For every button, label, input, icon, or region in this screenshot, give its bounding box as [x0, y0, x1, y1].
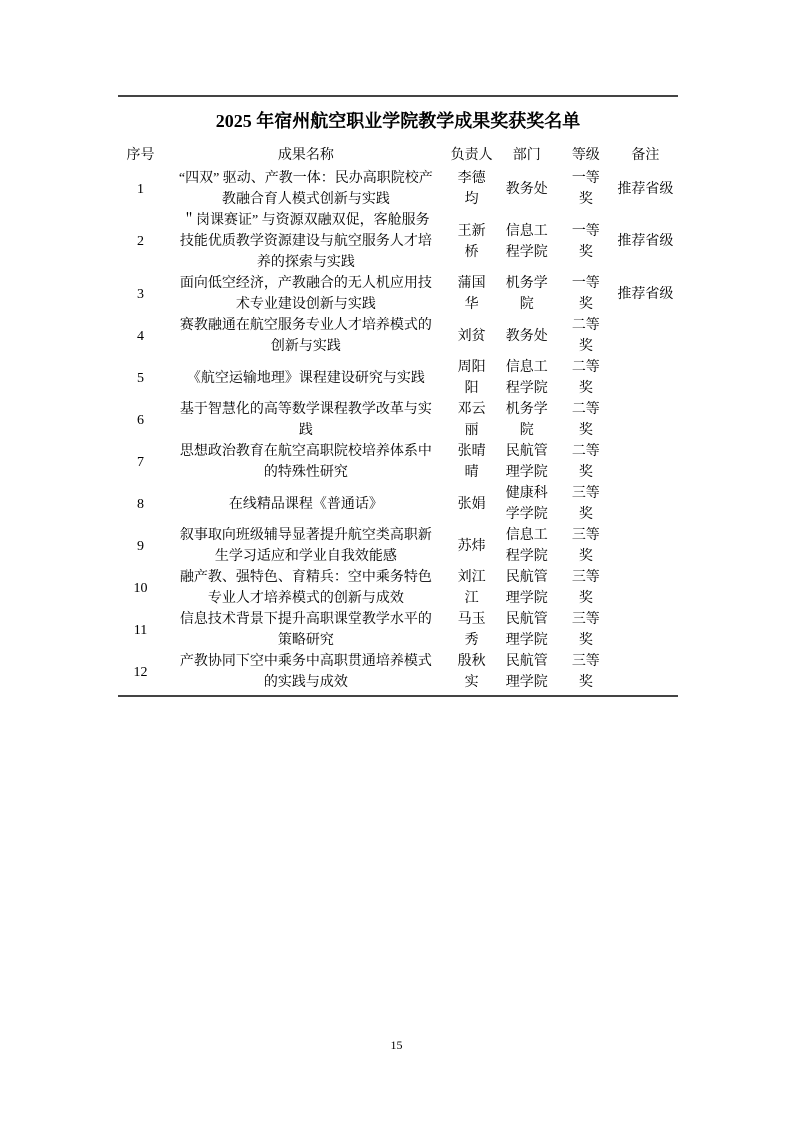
- row-person-in-charge: 蒲国华: [457, 276, 486, 312]
- row-person-in-charge: 李德均: [457, 171, 486, 207]
- row-person-in-charge: 殷秋实: [457, 654, 486, 690]
- row-grade: 一等奖: [571, 171, 600, 207]
- row-achievement-name: 《航空运输地理》课程建设研究与实践: [186, 370, 425, 386]
- row-remark: 推荐省级: [617, 234, 674, 249]
- row-department: 民航管理学院: [505, 654, 548, 690]
- top-rule: [118, 95, 678, 97]
- row-grade: 一等奖: [571, 223, 600, 260]
- row-department: 民航管理学院: [505, 444, 548, 480]
- row-grade: 二等奖: [571, 360, 600, 396]
- row-remark: [613, 399, 678, 441]
- row-person-in-charge: 马玉秀: [457, 612, 486, 648]
- table-body: [118, 168, 678, 693]
- row-department: 信息工程学院: [505, 360, 548, 396]
- table-row: [118, 609, 678, 651]
- row-serial-number: 6: [137, 412, 145, 428]
- table-row: [118, 357, 678, 399]
- row-serial-number: 9: [137, 538, 145, 554]
- row-remark: [613, 483, 678, 525]
- header-department: 部门: [512, 148, 541, 163]
- row-serial-number: 11: [133, 622, 148, 638]
- row-achievement-name: 赛教融通在航空服务专业人才培养模式的创新与实践: [179, 318, 432, 354]
- row-grade: 三等奖: [571, 612, 600, 648]
- row-serial-number: 2: [137, 234, 145, 249]
- bottom-rule: [118, 695, 678, 697]
- row-serial-number: 7: [137, 454, 145, 470]
- row-department: 民航管理学院: [505, 570, 548, 606]
- table-row: [118, 168, 678, 210]
- row-achievement-name: 思想政治教育在航空高职院校培养体系中的特殊性研究: [179, 444, 432, 480]
- row-person-in-charge: 王新桥: [457, 223, 486, 260]
- row-achievement-name: ＂岗课赛证” 与资源双融双促，客舱服务技能优质教学资源建设与航空服务人才培养的探索与实践: [179, 213, 432, 270]
- table-row: [118, 525, 678, 567]
- row-achievement-name: 基于智慧化的高等数学课程教学改革与实践: [179, 402, 432, 438]
- row-achievement-name: 面向低空经济，产教融合的无人机应用技术专业建设创新与实践: [179, 276, 432, 312]
- row-department: 信息工程学院: [505, 223, 548, 260]
- header-remark: 备注: [631, 148, 660, 163]
- row-department: 教务处: [505, 328, 548, 344]
- document-title: 2025 年宿州航空职业学院教学成果奖获奖名单: [215, 111, 581, 131]
- row-achievement-name: 在线精品课程《普通话》: [228, 496, 383, 512]
- table-row: [118, 210, 678, 273]
- header-person-in-charge: 负责人: [450, 148, 493, 163]
- row-achievement-name: 信息技术背景下提升高职课堂教学水平的策略研究: [179, 612, 432, 648]
- row-remark: [613, 651, 678, 693]
- row-grade: 三等奖: [571, 570, 600, 606]
- row-person-in-charge: 苏炜: [457, 538, 486, 554]
- row-serial-number: 8: [137, 496, 145, 512]
- row-remark: [613, 525, 678, 567]
- row-remark: [613, 315, 678, 357]
- row-serial-number: 4: [137, 328, 145, 344]
- table-header-row: [118, 143, 678, 168]
- row-department: 信息工程学院: [505, 528, 548, 564]
- table-row: [118, 651, 678, 693]
- row-serial-number: 10: [133, 580, 148, 596]
- table-row: [118, 483, 678, 525]
- row-grade: 一等奖: [571, 276, 600, 312]
- header-achievement-name: 成果名称: [277, 148, 334, 163]
- page-number: 15: [390, 1038, 403, 1052]
- table-row: [118, 273, 678, 315]
- row-remark: [613, 357, 678, 399]
- row-person-in-charge: 张娟: [457, 496, 486, 512]
- row-remark: [613, 567, 678, 609]
- row-remark: 推荐省级: [617, 286, 674, 302]
- row-person-in-charge: 刘江江: [457, 570, 486, 606]
- header-grade: 等级: [571, 148, 600, 163]
- table-row: [118, 441, 678, 483]
- table-row: [118, 315, 678, 357]
- table-row: [118, 567, 678, 609]
- row-department: 健康科学学院: [505, 486, 548, 522]
- row-department: 民航管理学院: [505, 612, 548, 648]
- row-department: 机务学院: [505, 402, 548, 438]
- row-remark: [613, 609, 678, 651]
- row-serial-number: 1: [137, 181, 145, 197]
- row-remark: 推荐省级: [617, 181, 674, 197]
- row-remark: [613, 441, 678, 483]
- row-person-in-charge: 刘贫: [457, 328, 486, 344]
- row-person-in-charge: 邓云丽: [457, 402, 486, 438]
- row-person-in-charge: 张晴晴: [457, 444, 486, 480]
- row-achievement-name: 叙事取向班级辅导显著提升航空类高职新生学习适应和学业自我效能感: [179, 528, 432, 564]
- row-person-in-charge: 周阳阳: [457, 360, 486, 396]
- row-serial-number: 5: [137, 370, 145, 386]
- row-grade: 三等奖: [571, 654, 600, 690]
- row-grade: 二等奖: [571, 318, 600, 354]
- row-grade: 二等奖: [571, 444, 600, 480]
- row-grade: 二等奖: [571, 402, 600, 438]
- row-achievement-name: 产教协同下空中乘务中高职贯通培养模式的实践与成效: [179, 654, 432, 690]
- row-department: 教务处: [505, 181, 548, 197]
- row-serial-number: 3: [137, 286, 145, 302]
- row-grade: 三等奖: [571, 528, 600, 564]
- document-content: [118, 95, 678, 697]
- row-achievement-name: “四双” 驱动、产教一体：民办高职院校产教融合育人模式创新与实践: [178, 171, 433, 207]
- row-department: 机务学院: [505, 276, 548, 312]
- header-serial-number: 序号: [126, 148, 155, 163]
- row-achievement-name: 融产教、强特色、育精兵：空中乘务特色专业人才培养模式的创新与成效: [179, 570, 432, 606]
- table-row: [118, 399, 678, 441]
- row-grade: 三等奖: [571, 486, 600, 522]
- awards-table: [118, 143, 678, 693]
- row-serial-number: 12: [133, 664, 148, 680]
